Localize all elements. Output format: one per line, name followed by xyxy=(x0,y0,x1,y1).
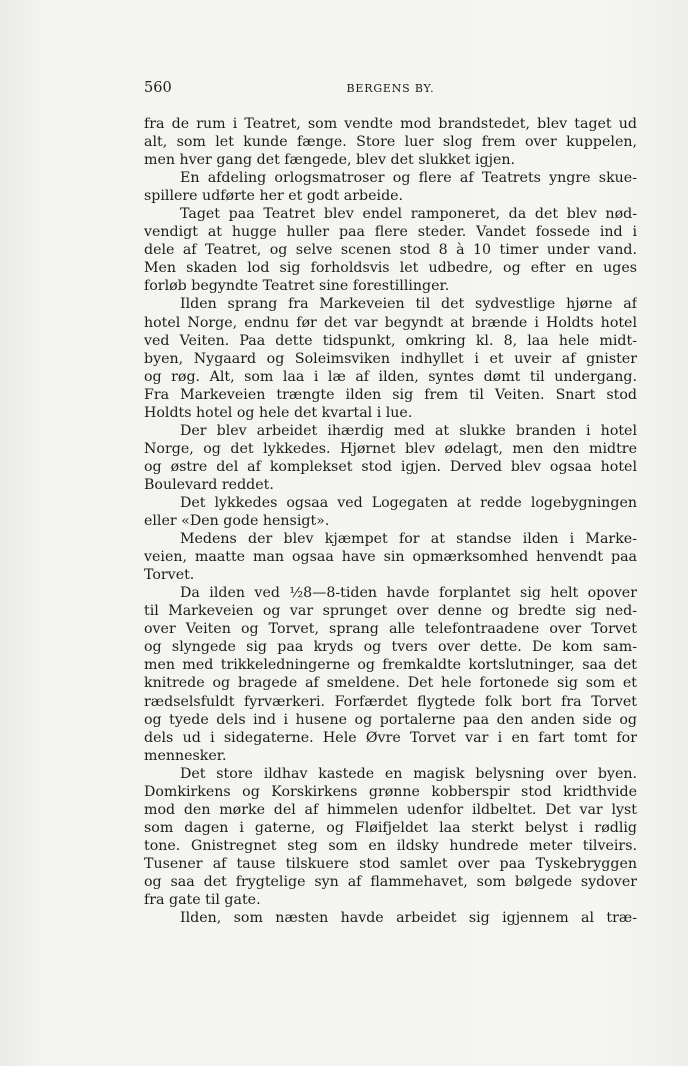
text-line: men med trikkeledningerne og fremkaldte kortslutninger, saa det xyxy=(144,657,637,674)
text-line: Torvet. xyxy=(144,567,195,584)
text-line: vendigt at hugge huller paa flere steder. Vandet fossede ind i xyxy=(144,224,637,241)
page-number: 560 xyxy=(144,80,172,96)
text-line: dele af Teatret, og selve scenen stod 8 à 10 timer under vand. xyxy=(144,242,637,259)
text-line: og røg. Alt, som laa i læ af ilden, syntes dømt til undergang. xyxy=(144,368,637,385)
text-line: En afdeling orlogsmatroser og flere af Teatrets yngre skue- xyxy=(180,170,637,187)
text-line: Tusener af tause tilskuere stod samlet over paa Tyskebryggen xyxy=(144,855,637,872)
text-line: Ilden sprang fra Markeveien til det sydvestlige hjørne af xyxy=(180,296,637,313)
text-line: og saa det frygtelige syn af flammehavet, som bølgede sydover xyxy=(144,873,637,890)
text-line: rædselsfuldt fyrværkeri. Forfærdet flygtede folk bort fra Torvet xyxy=(144,693,637,710)
text-line: og tyede dels ind i husene og portalerne paa den anden side og xyxy=(144,711,637,728)
text-line: Det lykkedes ogsaa ved Logegaten at redde logebygningen xyxy=(180,494,637,511)
text-line: veien, maatte man ogsaa have sin opmærksomhed henvendt paa xyxy=(144,549,637,566)
text-line: Holdts hotel og hele det kvartal i lue. xyxy=(144,404,413,421)
text-line: Det store ildhav kastede en magisk belysning over byen. xyxy=(180,765,637,782)
text-line: tone. Gnistregnet steg som en ildsky hundrede meter tilveirs. xyxy=(144,837,637,854)
text-line: mod den mørke del af himmelen udenfor ildbeltet. Det var lyst xyxy=(144,801,637,818)
text-line: ved Veiten. Paa dette tidspunkt, omkring kl. 8, laa hele midt- xyxy=(144,332,637,349)
text-line: og østre del af komplekset stod igjen. Derved blev ogsaa hotel xyxy=(144,458,637,475)
text-line: byen, Nygaard og Soleimsviken indhyllet i et uveir af gnister xyxy=(144,350,637,367)
text-line: knitrede og bragede af smeldene. Det hele fortonede sig som et xyxy=(144,675,637,692)
text-line: alt, som let kunde fænge. Store luer slog frem over kuppelen, xyxy=(144,134,637,151)
text-line: men hver gang det fængede, blev det slukket igjen. xyxy=(144,152,516,169)
body-text xyxy=(144,115,637,927)
text-line: fra de rum i Teatret, som vendte mod brandstedet, blev taget ud xyxy=(144,116,637,132)
text-line: Taget paa Teatret blev endel ramponeret, da det blev nød- xyxy=(180,206,637,223)
text-line: til Markeveien og var sprunget over denne og bredte sig ned- xyxy=(144,603,637,620)
page-header xyxy=(144,78,637,98)
text-line: Da ilden ved ½8—8-tiden havde forplantet sig helt opover xyxy=(180,585,637,602)
text-line: Medens der blev kjæmpet for at standse ilden i Marke- xyxy=(180,531,637,548)
text-line: som dagen i gaterne, og Fløifjeldet laa sterkt belyst i rødlig xyxy=(144,819,637,836)
text-line: mennesker. xyxy=(144,747,227,764)
text-line: Der blev arbeidet ihærdig med at slukke branden i hotel xyxy=(180,422,637,439)
text-line: Boulevard reddet. xyxy=(144,476,274,493)
text-line: fra gate til gate. xyxy=(144,892,261,909)
text-line: spillere udførte her et godt arbeide. xyxy=(144,188,404,205)
text-line: eller «Den gode hensigt». xyxy=(144,513,330,530)
text-line: Fra Markeveien trængte ilden sig frem til Veiten. Snart stod xyxy=(144,386,637,403)
running-head: BERGENS BY. xyxy=(346,82,435,95)
text-line: hotel Norge, endnu før det var begyndt at brænde i Holdts hotel xyxy=(144,314,637,331)
text-line: og slyngede sig paa kryds og tvers over dette. De kom sam- xyxy=(144,639,637,656)
text-line: Men skaden lod sig forholdsvis let udbedre, og efter en uges xyxy=(144,260,637,277)
text-line: over Veiten og Torvet, sprang alle telefontraadene over Torvet xyxy=(144,621,637,638)
text-line: Ilden, som næsten havde arbeidet sig igjennem al træ- xyxy=(180,910,637,927)
text-line: forløb begyndte Teatret sine forestillinger. xyxy=(144,278,450,295)
text-line: dels ud i sidegaterne. Hele Øvre Torvet var i en fart tomt for xyxy=(144,729,637,746)
text-line: Norge, og det lykkedes. Hjørnet blev ødelagt, men den midtre xyxy=(144,440,637,457)
text-line: Domkirkens og Korskirkens grønne kobberspir stod kridthvide xyxy=(144,783,637,800)
